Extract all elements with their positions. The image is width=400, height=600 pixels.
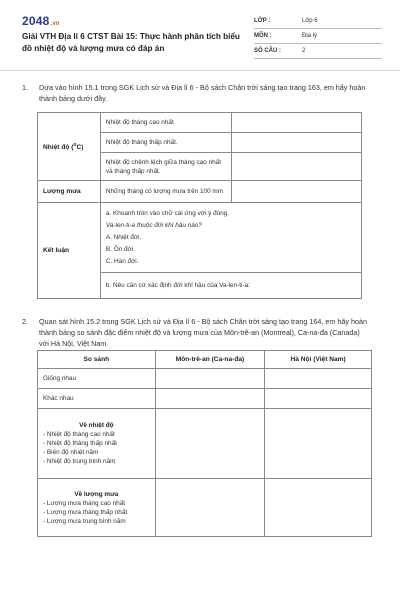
row-label-ve-nhiet-do bbox=[38, 409, 156, 479]
table-header-row bbox=[38, 351, 372, 369]
conclusion-b-cell[interactable]: b. Nêu căn cứ xác định đới khí hậu của Va-len-ti-a: bbox=[100, 273, 361, 299]
site-logo[interactable] bbox=[22, 14, 60, 28]
answer-cell[interactable] bbox=[232, 113, 362, 133]
row-label-ket-luan: Kết luận bbox=[38, 203, 101, 299]
list-item: - Lượng mưa tháng cao nhất bbox=[43, 499, 126, 507]
list-item: - Biên độ nhiệt năm bbox=[43, 449, 99, 456]
answer-cell[interactable] bbox=[265, 389, 372, 409]
answer-cell[interactable] bbox=[265, 369, 372, 389]
row-label-nhiet-do bbox=[38, 113, 101, 181]
row-label: Khác nhau bbox=[38, 389, 156, 409]
meta-row-lop bbox=[254, 14, 382, 29]
column-header: Hà Nội (Việt Nam) bbox=[265, 351, 372, 369]
criteria-cell: Nhiệt độ tháng thấp nhất. bbox=[100, 133, 232, 153]
option-c[interactable]: C. Hàn đới. bbox=[105, 258, 139, 265]
question-text: Dựa vào hình 15.1 trong SGK Lịch sử và Địa lí 6 - Bộ sách Chân trời sáng tạo trang 163, em hãy hoàn thành bảng dưới đây. bbox=[39, 83, 366, 103]
row-label-ve-luong-mua bbox=[38, 479, 156, 537]
meta-key: MÔN : bbox=[254, 33, 272, 39]
list-item: - Nhiệt độ tháng cao nhất bbox=[43, 431, 115, 438]
answer-table-2 bbox=[37, 350, 372, 537]
criteria-cell: Nhiệt độ tháng cao nhất bbox=[100, 113, 232, 133]
degree-sup: o bbox=[73, 141, 77, 148]
table-row bbox=[38, 479, 372, 537]
row-label: Giống nhau bbox=[38, 369, 156, 389]
meta-key: SỐ CÂU : bbox=[254, 48, 281, 54]
label-text: Nhiệt độ ( bbox=[43, 144, 74, 152]
table-row bbox=[38, 389, 372, 409]
question-number: 1. bbox=[22, 83, 28, 92]
option-b[interactable]: B. Ôn đới. bbox=[105, 246, 135, 253]
subsection-title: Về nhiệt độ bbox=[79, 422, 114, 429]
option-a[interactable]: A. Nhiệt đới. bbox=[105, 234, 142, 241]
answer-cell[interactable] bbox=[155, 389, 265, 409]
table-row bbox=[38, 113, 362, 133]
logo-text: 2048 bbox=[22, 14, 50, 28]
list-item: - Lượng mưa trung bình năm bbox=[43, 517, 126, 525]
meta-info bbox=[254, 14, 382, 59]
table-row bbox=[38, 409, 372, 479]
table-row bbox=[38, 203, 362, 273]
answer-cell[interactable] bbox=[155, 409, 265, 479]
table-row bbox=[38, 181, 362, 203]
row-label-luong-mua: Lượng mưa bbox=[38, 181, 101, 203]
conclusion-a-instruction: a. Khoanh tròn vào chữ cái ứng với ý đúng. bbox=[105, 210, 230, 217]
meta-value: Địa lý bbox=[302, 33, 318, 39]
criteria-cell: Những tháng có lượng mưa trên 100 mm bbox=[100, 181, 232, 203]
subsection-title: Về lượng mưa bbox=[74, 490, 119, 498]
column-header: So sánh bbox=[38, 351, 156, 369]
logo-suffix: .vn bbox=[50, 21, 60, 27]
criteria-cell: Nhiệt độ chênh lệch giữa tháng cao nhất và tháng thấp nhất. bbox=[100, 153, 232, 181]
answer-cell[interactable] bbox=[265, 479, 372, 537]
table-row bbox=[38, 369, 372, 389]
meta-key: LỚP : bbox=[254, 18, 271, 24]
answer-table-1 bbox=[37, 112, 362, 299]
conclusion-a-cell bbox=[100, 203, 361, 273]
meta-row-so-cau bbox=[254, 44, 382, 59]
answer-cell[interactable] bbox=[155, 369, 265, 389]
meta-value: 2 bbox=[302, 48, 306, 54]
column-header: Môn-trê-an (Ca-na-đa) bbox=[155, 351, 265, 369]
list-item: - Nhiệt độ trung bình năm bbox=[43, 458, 116, 465]
answer-cell[interactable] bbox=[265, 409, 372, 479]
answer-cell[interactable] bbox=[232, 153, 362, 181]
list-item: - Lượng mưa tháng thấp nhất bbox=[43, 508, 128, 516]
question-number: 2. bbox=[22, 317, 28, 326]
meta-row-mon bbox=[254, 29, 382, 44]
document-title: Giải VTH Địa lí 6 CTST Bài 15: Thực hành phân tích biểu đồ nhiệt độ và lượng mưa có đáp án bbox=[22, 32, 240, 53]
unit-text: C) bbox=[76, 144, 84, 152]
meta-value: Lớp 6 bbox=[302, 18, 318, 24]
answer-cell[interactable] bbox=[232, 181, 362, 203]
header-divider bbox=[0, 70, 400, 71]
answer-cell[interactable] bbox=[232, 133, 362, 153]
list-item: - Nhiệt độ tháng thấp nhất bbox=[43, 440, 117, 447]
answer-cell[interactable] bbox=[155, 479, 265, 537]
question-text: Quan sát hình 15.2 trong SGK Lịch sử và Địa lí 6 - Bộ sách Chân trời sáng tạo trang 164, em hãy hoàn thành bảng so sánh đặc điểm nhiệt độ và lượng mưa của Môn-trê-an (Montreal), Ca-na-đa (Canada) với Hà Nội, Việt Nam. bbox=[39, 317, 367, 348]
conclusion-question: Va-len-ti-a thuộc đới khí hậu nào? bbox=[105, 222, 202, 229]
document-header bbox=[22, 14, 380, 66]
